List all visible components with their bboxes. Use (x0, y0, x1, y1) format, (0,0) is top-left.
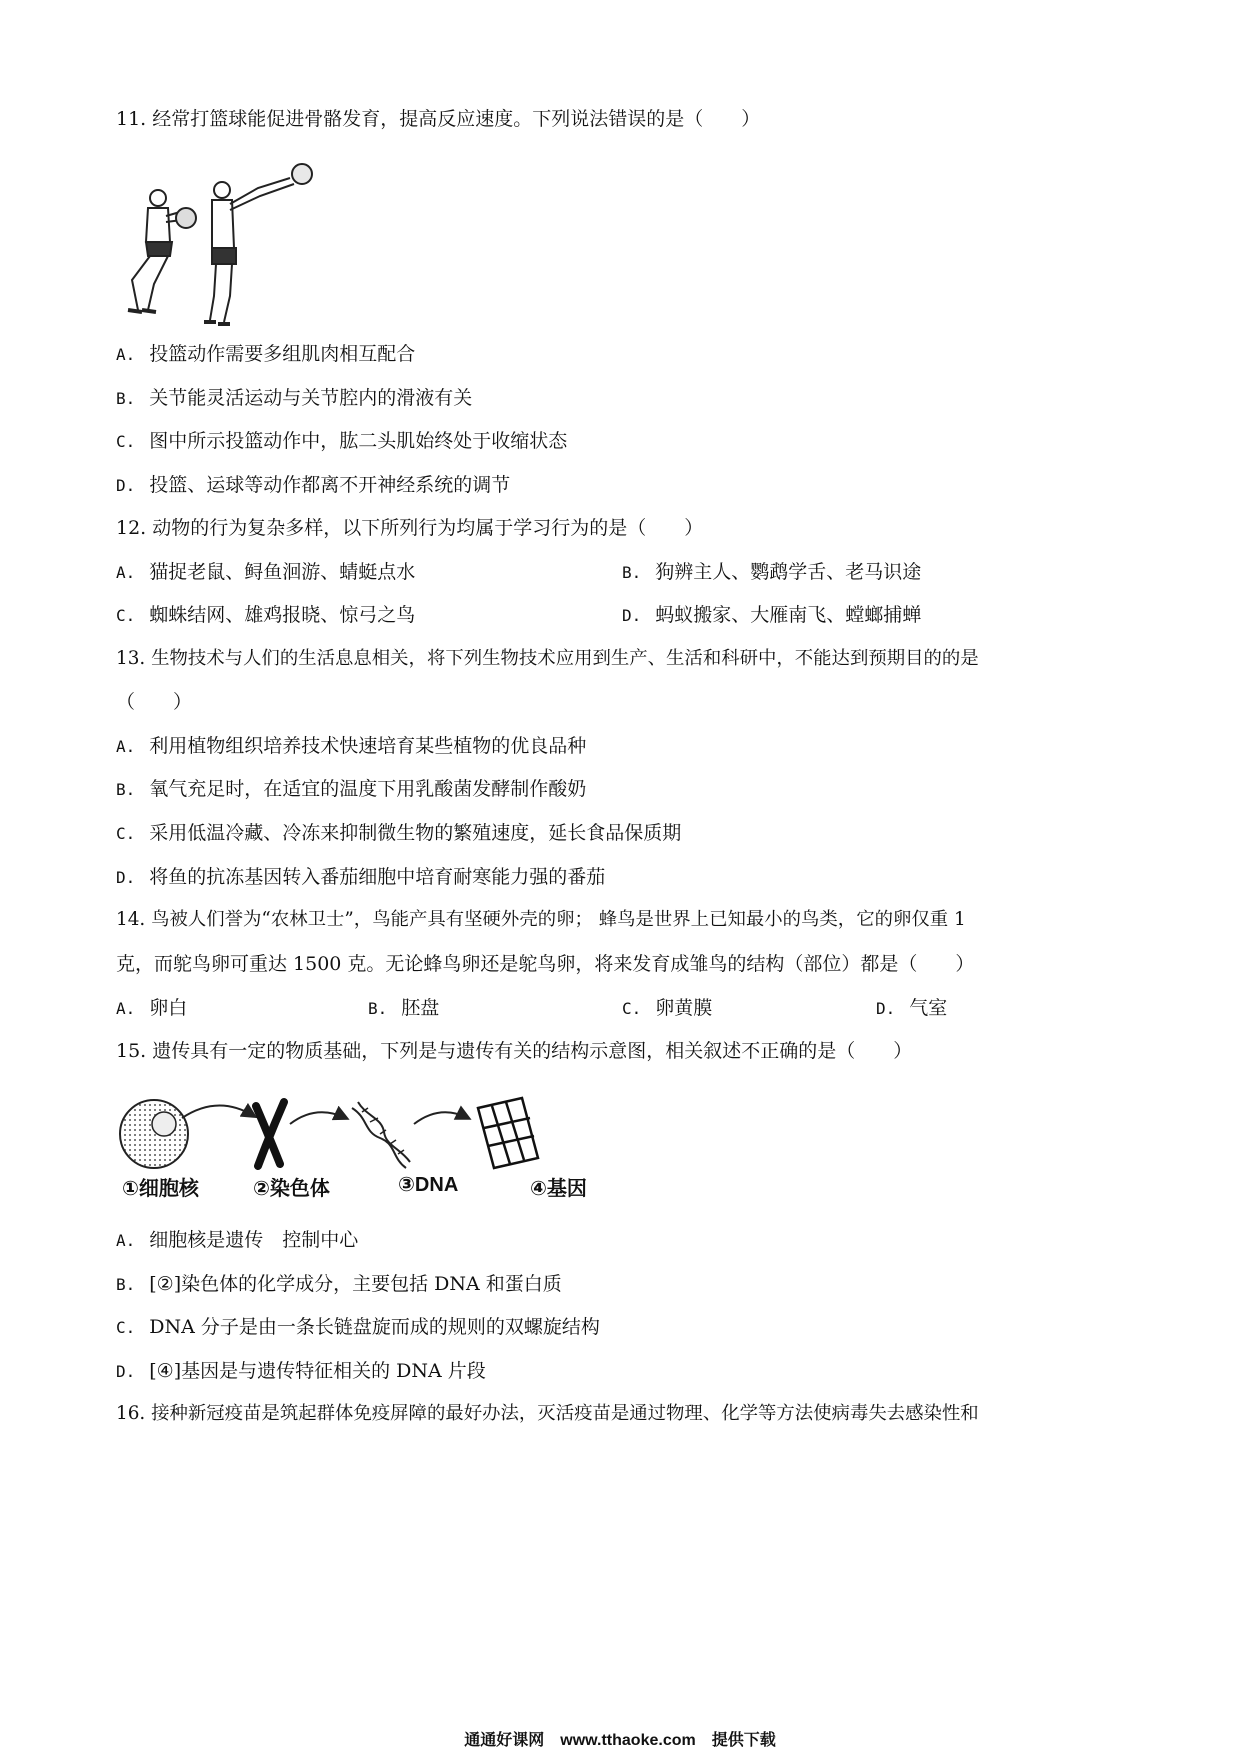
q12-option-b: B. 狗辨主人、鹦鹉学舌、老马识途 (622, 561, 922, 583)
q11-option-c: C. 图中所示投篮动作中，肱二头肌始终处于收缩状态 (116, 430, 568, 452)
q12-option-d: D. 蚂蚁搬家、大雁南飞、螳螂捕蝉 (622, 604, 922, 626)
gene-segment-icon (478, 1098, 538, 1168)
q13-stem-line2: （ ） (116, 691, 193, 713)
arrow-2 (290, 1112, 346, 1124)
q15-stem: 15. 遗传具有一定的物质基础，下列是与遗传有关的结构示意图，相关叙述不正确的是（ ） (116, 1040, 913, 1062)
arrow-3 (414, 1112, 468, 1124)
q13-option-b: B. 氧气充足时，在适宜的温度下用乳酸菌发酵制作酸奶 (116, 778, 587, 800)
figure-label-nucleus: ①细胞核 (122, 1178, 199, 1200)
q13-stem-line1: 13. 生物技术与人们的生活息息相关，将下列生物技术应用到生产、生活和科研中，不能达到预期目的的是 (116, 648, 979, 669)
q12-stem: 12. 动物的行为复杂多样，以下所列行为均属于学习行为的是（ ） (116, 517, 704, 539)
basketball-icon (292, 164, 312, 184)
q14-option-b: B. 胚盘 (368, 997, 440, 1019)
q14-option-d: D. 气室 (876, 997, 948, 1019)
q14-option-c: C. 卵黄膜 (622, 997, 713, 1019)
dna-helix-icon (352, 1102, 410, 1168)
q14-option-a: A. 卵白 (116, 997, 188, 1019)
q15-option-b: B. [②]染色体的化学成分，主要包括 DNA 和蛋白质 (116, 1273, 562, 1295)
basketball-figure (118, 160, 348, 350)
q15-option-a: A. 细胞核是遗传 控制中心 (116, 1229, 359, 1251)
q15-option-c: C. DNA 分子是由一条长链盘旋而成的规则的双螺旋结构 (116, 1316, 600, 1338)
figure-label-chromosome: ②染色体 (253, 1178, 330, 1200)
q11-option-b: B. 关节能灵活运动与关节腔内的滑液有关 (116, 387, 473, 409)
page-footer: 通通好课网 www.tthaoke.com 提供下载 (464, 1732, 776, 1749)
q14-stem-line2: 克，而鸵鸟卵可重达 1500 克。无论蜂鸟卵还是鸵鸟卵，将来发育成雏鸟的结构（部位）都是（ ） (116, 953, 975, 975)
q13-option-a: A. 利用植物组织培养技术快速培育某些植物的优良品种 (116, 735, 587, 757)
q15-option-d: D. [④]基因是与遗传特征相关的 DNA 片段 (116, 1360, 486, 1382)
chromosome-icon (256, 1102, 284, 1166)
q13-option-c: C. 采用低温冷藏、冷冻来抑制微生物的繁殖速度，延长食品保质期 (116, 822, 682, 844)
q11-option-d: D. 投篮、运球等动作都离不开神经系统的调节 (116, 474, 511, 496)
player-crouching (128, 190, 196, 312)
q12-option-a: A. 猫捉老鼠、鲟鱼洄游、蜻蜓点水 (116, 561, 416, 583)
q11-option-a: A. 投篮动作需要多组肌肉相互配合 (116, 343, 416, 365)
q14-stem-line1: 14. 鸟被人们誉为“农林卫士”，鸟能产具有坚硬外壳的卵； 蜂鸟是世界上已知最小的鸟类，它的卵仅重 1 (116, 909, 966, 930)
figure-label-dna: ③DNA (398, 1174, 459, 1196)
q11-stem: 11. 经常打篮球能促进骨骼发育，提高反应速度。下列说法错误的是（ ） (116, 108, 761, 130)
player-jumping (204, 178, 294, 324)
q13-option-d: D. 将鱼的抗冻基因转入番茄细胞中培育耐寒能力强的番茄 (116, 866, 606, 888)
cell-nucleus-icon (120, 1100, 188, 1168)
arrow-1 (182, 1105, 254, 1118)
q16-stem: 16. 接种新冠疫苗是筑起群体免疫屏障的最好办法，灭活疫苗是通过物理、化学等方法使病毒失去感染性和 (116, 1403, 979, 1424)
q12-option-c: C. 蜘蛛结网、雄鸡报晓、惊弓之鸟 (116, 604, 416, 626)
figure-label-gene: ④基因 (530, 1178, 587, 1200)
